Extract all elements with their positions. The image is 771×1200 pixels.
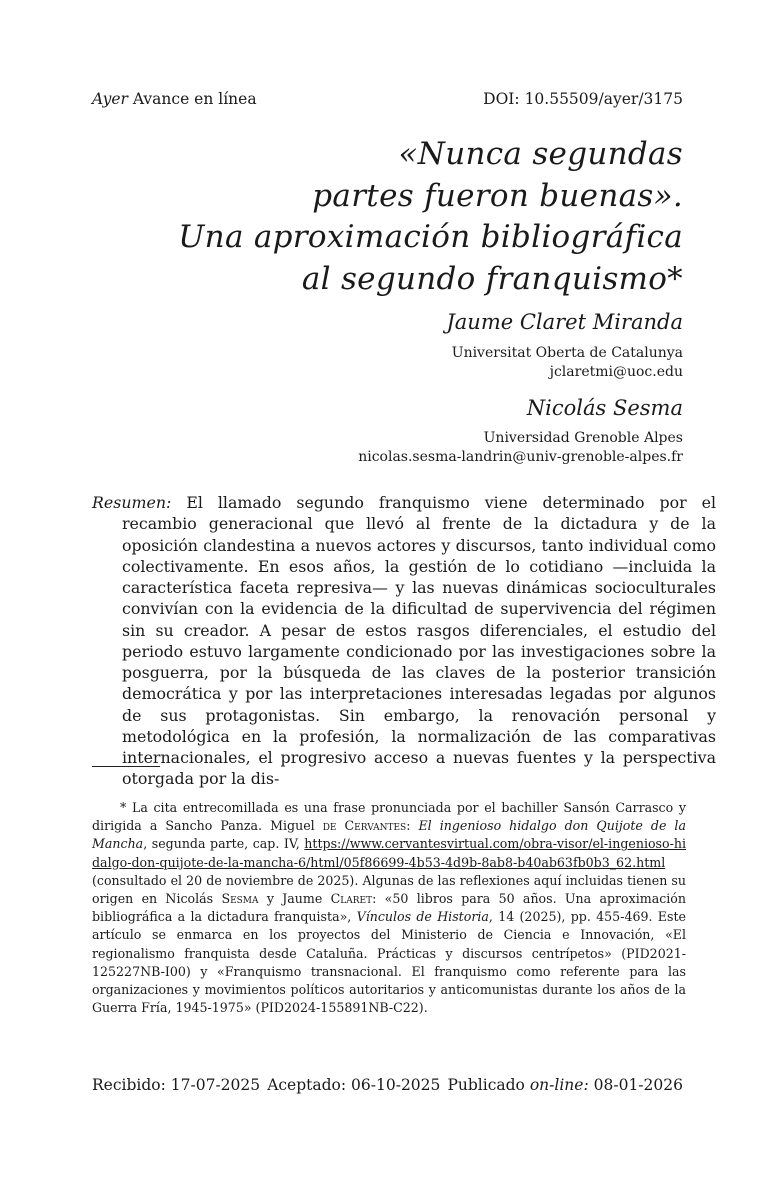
journal-section xyxy=(92,90,257,108)
title-line-4: al segundo franquismo* xyxy=(301,260,683,297)
footnote-text-1: La cita entrecomillada es una frase pronunciada por el bachiller Sansón Carrasco y dirigida a Sancho Panza. Miguel xyxy=(92,800,686,834)
author-name-2: Nicolás Sesma xyxy=(526,396,683,420)
author-email-1: jclaretmi@uoc.edu xyxy=(549,364,683,380)
date-published-prefix: Publicado xyxy=(447,1076,525,1094)
date-accepted: Aceptado: 06-10-2025 xyxy=(267,1076,441,1094)
journal-name: Ayer xyxy=(92,90,128,108)
date-published-value: 08-01-2026 xyxy=(593,1076,683,1094)
footnote-author-cervantes: Cervantes xyxy=(344,818,407,834)
date-published xyxy=(447,1076,683,1094)
footnote-separator xyxy=(92,766,160,767)
footnote-url-link[interactable]: https://www.cervantesvirtual.com/obra-visor/el-ingenioso-hidalgo-don-quijote-de-la-mancha-6/html/05f86699-4b53-4d9b-8ab8-b40ab63fb0b3_62.html xyxy=(92,836,686,870)
footnote-text-2: : xyxy=(406,818,411,834)
title-line-2: partes fueron buenas». xyxy=(312,177,683,214)
running-head xyxy=(92,90,683,108)
footnote-text-5: y Jaume xyxy=(266,891,323,907)
abstract-label: Resumen: xyxy=(92,493,172,512)
footnote-text-4: (consultado el 20 de noviembre de 2025). Algunas de las reflexiones aquí incluidas tienen su origen en Nicolás xyxy=(92,872,686,907)
footnote-text-6: : «50 libros para 50 años. Una aproximación bibliográfica a la dictadura franquista», xyxy=(92,891,686,925)
article-title xyxy=(83,134,683,300)
title-line-1: «Nunca segundas xyxy=(398,136,683,172)
section-name: Avance en línea xyxy=(132,90,257,108)
footnote xyxy=(92,799,686,1017)
footnote-author-claret: Claret xyxy=(330,891,373,907)
article-dates xyxy=(92,1076,683,1094)
author-name-1: Jaume Claret Miranda xyxy=(446,310,683,334)
footnote-author-sesma: Sesma xyxy=(221,891,259,907)
doi: DOI: 10.55509/ayer/3175 xyxy=(483,90,683,108)
date-published-online: on-line: xyxy=(529,1076,589,1094)
footnote-marker: * xyxy=(120,800,127,815)
footnote-book-title: El ingenioso hidalgo don Quijote de la Mancha xyxy=(92,818,686,852)
footnote-text-7: , 14 (2025), pp. 455-469. Este artículo se enmarca en los proyectos del Ministerio de Ciencia e Innovación, «El regionalismo franquista desde Cataluña. Prácticas y discursos centrípetos» (PID2021-125227NB-I00) y «Franquismo transnacional. El franquismo como referente para las organizaciones y movimientos políticos autoritarios y anticomunistas durante los años de la Guerra Fría, 1945-1975» (PID2024-155891NB-C22). xyxy=(92,909,686,1016)
footnote-text-3: , segunda parte, cap. IV, xyxy=(143,836,300,852)
author-affiliation-1: Universitat Oberta de Catalunya xyxy=(451,345,683,361)
abstract xyxy=(92,492,716,790)
footnote-author-particle: de xyxy=(322,818,337,834)
title-line-3: Una aproximación bibliográfica xyxy=(178,219,683,255)
author-affiliation-2: Universidad Grenoble Alpes xyxy=(483,430,683,446)
author-email-2: nicolas.sesma-landrin@univ-grenoble-alpes.fr xyxy=(358,449,683,465)
footnote-journal-title: Vínculos de Historia xyxy=(356,909,489,925)
date-received: Recibido: 17-07-2025 xyxy=(92,1076,261,1094)
abstract-text: El llamado segundo franquismo viene determinado por el recambio generacional que llevó al frente de la dictadura y de la oposición clandestina a nuevos actores y discursos, tanto individual como colectivamente. En esos años, la gestión de lo cotidiano —incluida la característica faceta represiva— y las nuevas dinámicas socioculturales convivían con la evidencia de la dificultad de supervivencia del régimen sin su creador. A pesar de estos rasgos diferenciales, el estudio del periodo estuvo largamente condicionado por las investigaciones sobre la posguerra, por la búsqueda de las claves de la posterior transición democrática y por las interpretaciones interesadas legadas por algunos de sus protagonistas. Sin embargo, la renovación personal y metodológica en la profesión, la normalización de las comparativas internacionales, el progresivo acceso a nuevas fuentes y la perspectiva otorgada por la dis- xyxy=(122,493,716,789)
